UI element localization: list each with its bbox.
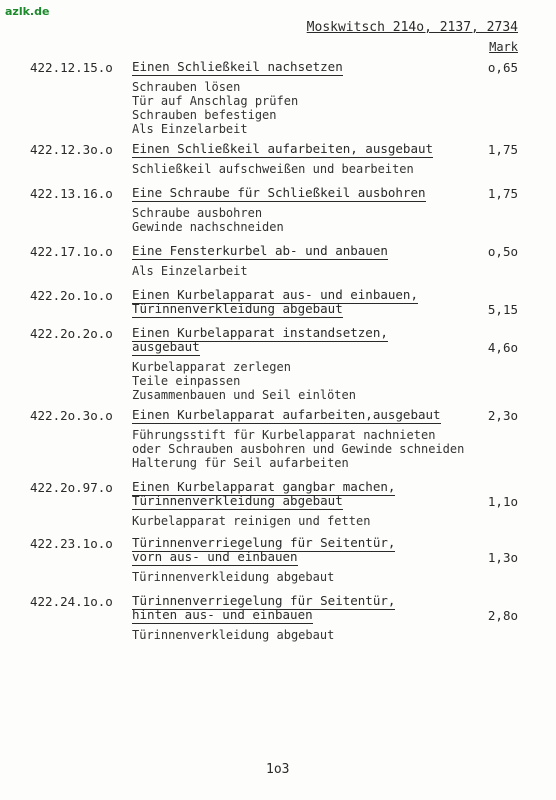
entry-code: 422.2o.97.o (30, 480, 113, 495)
entry-price: 1,75 (487, 186, 518, 201)
entry-details (132, 80, 298, 136)
entry-detail-line: Gewinde nachschneiden (132, 220, 284, 234)
entry-detail-line: Tür auf Anschlag prüfen (132, 94, 299, 108)
entry-title-line: Türinnenverriegelung für Seitentür, (132, 535, 396, 550)
entry-title (132, 60, 462, 74)
entry-details (132, 162, 414, 176)
entry-detail-line: Schraube ausbohren (132, 206, 263, 220)
entry-price: 4,6o (487, 340, 518, 355)
page-header: Moskwitsch 214o, 2137, 2734 (306, 20, 518, 35)
entry-code: 422.2o.1o.o (30, 288, 113, 303)
entry-code: 422.12.15.o (30, 60, 113, 75)
entry-detail-line: Als Einzelarbeit (132, 264, 248, 278)
entry-price: 2,3o (487, 408, 518, 423)
watermark: azlk.de (5, 5, 50, 18)
entry-title-line: Türinnenverriegelung für Seitentür, (132, 593, 396, 608)
entry-code: 422.2o.3o.o (30, 408, 113, 423)
entry-detail-line: Kurbelapparat zerlegen (132, 360, 291, 374)
entry-title-line: Einen Kurbelapparat aufarbeiten,ausgebaut (132, 407, 441, 422)
entry-price: 1,3o (487, 550, 518, 565)
entry-code: 422.24.1o.o (30, 594, 113, 609)
entry-price: 1,75 (487, 142, 518, 157)
entry-detail-line: oder Schrauben ausbohren und Gewinde schneiden (132, 442, 465, 456)
entry-title (132, 594, 462, 622)
entry-code: 422.2o.2o.o (30, 326, 113, 341)
entry-detail-line: Zusammenbauen und Seil einlöten (132, 388, 356, 402)
entry-code: 422.17.1o.o (30, 244, 113, 259)
entry-code: 422.13.16.o (30, 186, 113, 201)
entry-title (132, 536, 462, 564)
entry-details (132, 428, 464, 470)
entry-details (132, 514, 370, 528)
entry-detail-line: Schließkeil aufschweißen und bearbeiten (132, 162, 414, 176)
price-column-label: Mark (489, 40, 518, 54)
entry-title-line: Türinnenverkleidung abgebaut (132, 301, 343, 316)
entry-title (132, 480, 462, 508)
entry-title-line: Eine Schraube für Schließkeil ausbohren (132, 185, 426, 200)
entry-title-line: Einen Schließkeil nachsetzen (132, 59, 343, 74)
page-number: 1o3 (266, 762, 290, 777)
entry-price: 5,15 (487, 302, 518, 317)
entry-title (132, 244, 462, 258)
entry-details (132, 206, 284, 234)
entry-title (132, 142, 462, 156)
entry-details (132, 264, 248, 278)
entry-detail-line: Türinnenverkleidung abgebaut (132, 570, 335, 584)
entry-price: o,65 (487, 60, 518, 75)
entry-price: 1,1o (487, 494, 518, 509)
entry-price: o,5o (487, 244, 518, 259)
entry-title (132, 288, 462, 316)
entry-title-line: ausgebaut (132, 339, 200, 354)
entry-detail-line: Kurbelapparat reinigen und fetten (132, 514, 371, 528)
entry-detail-line: Schrauben lösen (132, 80, 241, 94)
entry-title-line: hinten aus- und einbauen (132, 607, 313, 622)
entry-code: 422.23.1o.o (30, 536, 113, 551)
entry-details (132, 570, 334, 584)
entry-detail-line: Türinnenverkleidung abgebaut (132, 628, 335, 642)
entry-price: 2,8o (487, 608, 518, 623)
entry-detail-line: Als Einzelarbeit (132, 122, 248, 136)
entry-code: 422.12.3o.o (30, 142, 113, 157)
entry-title-line: Einen Kurbelapparat gangbar machen, (132, 479, 396, 494)
entry-title-line: Eine Fensterkurbel ab- und anbauen (132, 243, 388, 258)
entry-detail-line: Schrauben befestigen (132, 108, 277, 122)
entry-title-line: Einen Schließkeil aufarbeiten, ausgebaut (132, 141, 434, 156)
entry-detail-line: Teile einpassen (132, 374, 241, 388)
entry-details (132, 628, 334, 642)
entry-title (132, 326, 462, 354)
entry-title-line: Einen Kurbelapparat aus- und einbauen, (132, 287, 418, 302)
entry-title-line: Türinnenverkleidung abgebaut (132, 493, 343, 508)
entry-title (132, 186, 462, 200)
entry-title-line: vorn aus- und einbauen (132, 549, 298, 564)
entry-detail-line: Führungsstift für Kurbelapparat nachnieten (132, 428, 436, 442)
entry-details (132, 360, 356, 402)
entry-detail-line: Halterung für Seil aufarbeiten (132, 456, 349, 470)
entry-title-line: Einen Kurbelapparat instandsetzen, (132, 325, 388, 340)
entry-title (132, 408, 462, 422)
